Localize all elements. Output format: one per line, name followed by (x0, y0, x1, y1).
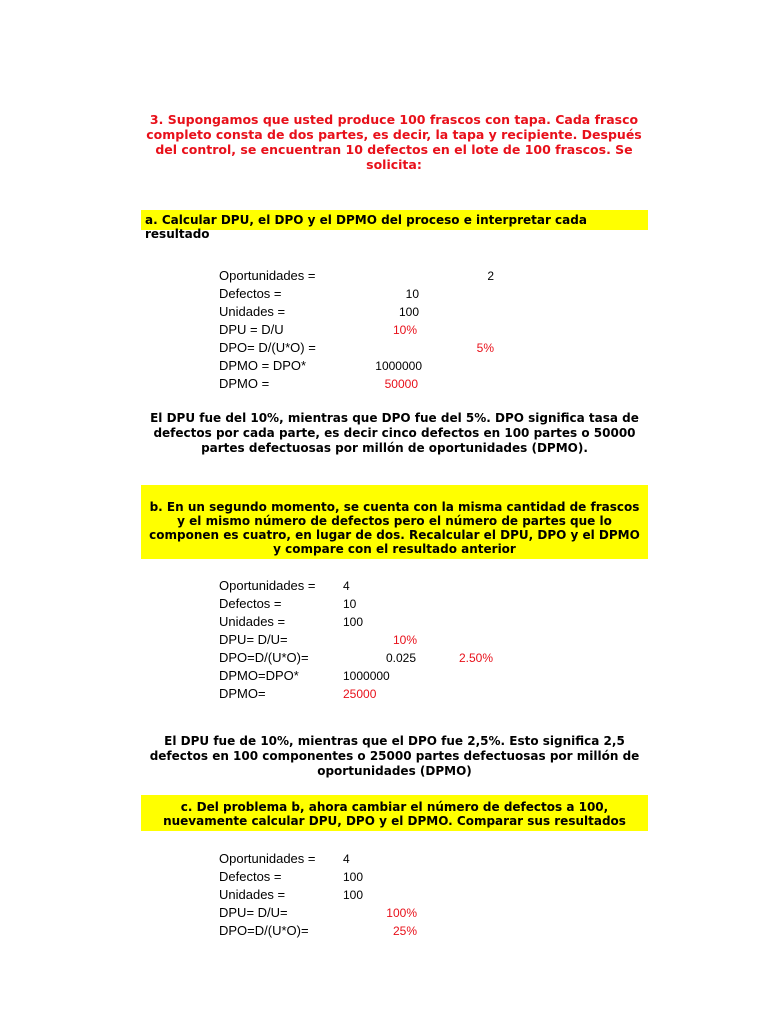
value-dpmo: 25000 (343, 687, 377, 701)
label-dpmo: DPMO = (219, 376, 270, 391)
section-c-heading: c. Del problema b, ahora cambiar el número de defectos a 100, nuevamente calcular DPU, DPO y el DPMO. Comparar sus resultados (141, 795, 648, 831)
value-oportunidades: 2 (487, 269, 494, 283)
section-a-interpretation: El DPU fue del 10%, mientras que DPO fue del 5%. DPO significa tasa de defectos por cada parte, es decir cinco defectos en 100 partes o 50000 partes defectuosas por millón de oportunidades (DPMO). (150, 411, 639, 455)
label-defectos: Defectos = (219, 286, 282, 301)
value-dpo-percent: 2.50% (458, 651, 493, 665)
label-dpmo: DPMO= (219, 686, 266, 701)
value-unidades: 100 (343, 888, 364, 902)
value-dpo: 5% (476, 341, 494, 355)
label-dpo: DPO=D/(U*O)= (219, 650, 309, 665)
value-oportunidades: 4 (343, 579, 350, 593)
problem-statement: 3. Supongamos que usted produce 100 frascos con tapa. Cada frasco completo consta de dos partes, es decir, la tapa y recipiente. Después del control, se encuentran 10 defectos en el lote de 100 frascos. Se solicita: (146, 112, 642, 172)
label-defectos: Defectos = (219, 596, 282, 611)
label-unidades: Unidades = (219, 304, 286, 319)
label-dpu: DPU = D/U (219, 322, 284, 337)
value-dpo: 25% (392, 924, 417, 938)
value-factor: 1000000 (343, 669, 390, 683)
label-oportunidades: Oportunidades = (219, 268, 316, 283)
value-unidades: 100 (343, 615, 364, 629)
section-b-interpretation: El DPU fue de 10%, mientras que el DPO fue 2,5%. Esto significa 2,5 defectos en 100 componentes o 25000 partes defectuosas por millón de oportunidades (DPMO) (149, 734, 640, 778)
section-a-heading: a. Calcular DPU, el DPO y el DPMO del proceso e interpretar cada resultado (141, 210, 648, 230)
value-unidades: 100 (398, 305, 419, 319)
value-defectos: 100 (343, 870, 364, 884)
value-dpu: 10% (392, 323, 417, 337)
section-b-heading: b. En un segundo momento, se cuenta con la misma cantidad de frascos y el mismo número de defectos pero el número de partes que lo componen es cuatro, en lugar de dos. Recalcular el DPU, DPO y el DPMO y compare con el resultado anterior (141, 485, 648, 559)
value-dpmo: 50000 (384, 377, 418, 391)
value-defectos: 10 (405, 287, 419, 301)
label-dpmo-formula: DPMO = DPO* (219, 358, 307, 373)
label-dpu: DPU= D/U= (219, 905, 288, 920)
label-oportunidades: Oportunidades = (219, 851, 316, 866)
value-defectos: 10 (343, 597, 357, 611)
value-dpo-decimal: 0.025 (385, 651, 416, 665)
label-unidades: Unidades = (219, 614, 286, 629)
label-dpu: DPU= D/U= (219, 632, 288, 647)
label-unidades: Unidades = (219, 887, 286, 902)
label-oportunidades: Oportunidades = (219, 578, 316, 593)
label-dpo: DPO=D/(U*O)= (219, 923, 309, 938)
label-defectos: Defectos = (219, 869, 282, 884)
label-dpmo-formula: DPMO=DPO* (219, 668, 299, 683)
value-dpu: 10% (392, 633, 417, 647)
value-dpu: 100% (386, 906, 417, 920)
value-oportunidades: 4 (343, 852, 350, 866)
label-dpo: DPO= D/(U*O) = (219, 340, 316, 355)
value-factor: 1000000 (375, 359, 422, 373)
